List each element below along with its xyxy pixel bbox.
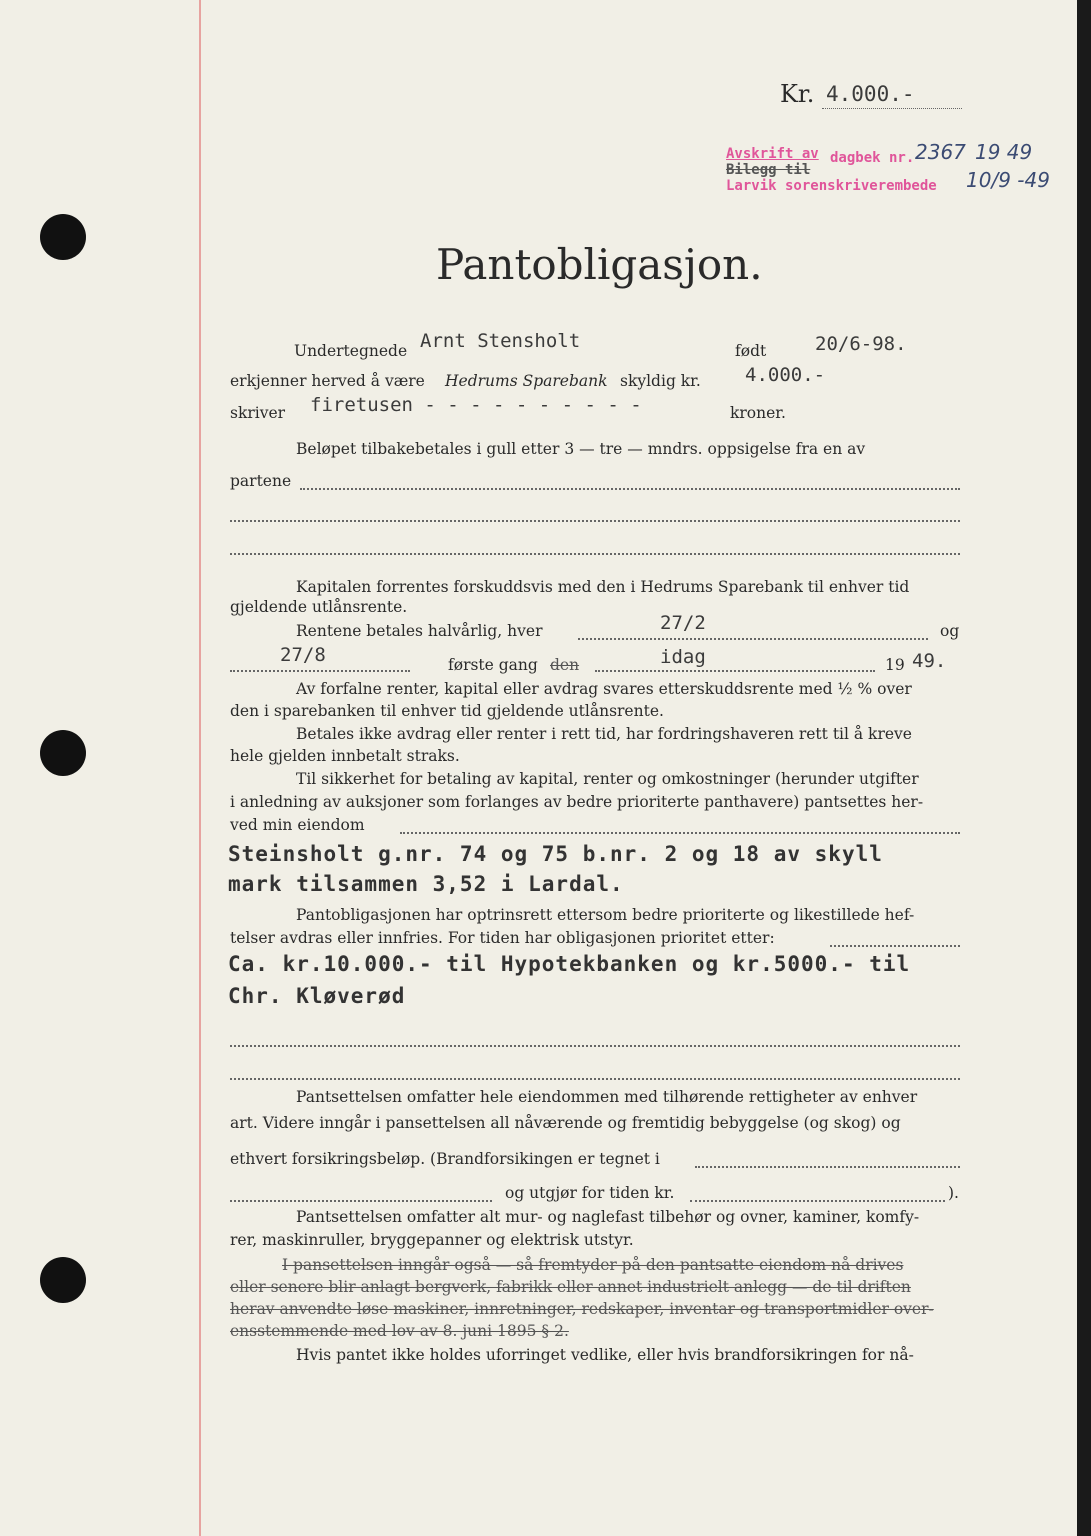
dotted-fill-line bbox=[230, 1200, 492, 1202]
stamp-bilegg: Bilegg til bbox=[726, 162, 811, 178]
text: Betales ikke avdrag eller renter i rett tid, har fordringshaveren rett til å kreve bbox=[296, 725, 912, 743]
text: ethvert forsikringsbeløp. (Brandforsikingen er tegnet i bbox=[230, 1150, 660, 1168]
dotted-fill-line bbox=[230, 553, 960, 555]
stamp-dagbok: dagbek nr. bbox=[830, 150, 915, 166]
text: erkjenner herved å være bbox=[230, 372, 425, 390]
dotted-fill-line bbox=[690, 1200, 945, 1202]
text: den i sparebanken til enhver tid gjeldende utlånsrente. bbox=[230, 702, 664, 720]
property-line-1: Steinsholt g.nr. 74 og 75 b.nr. 2 og 18 av skyll bbox=[228, 842, 883, 866]
interest-date-1: 27/2 bbox=[660, 612, 706, 634]
text: og utgjør for tiden kr. bbox=[505, 1184, 675, 1202]
dagbok-number: 2367 bbox=[915, 140, 966, 164]
interest-date-2: 27/8 bbox=[280, 644, 326, 666]
text: Pantobligasjonen har optrinsrett ettersom bedre prioriterte og likestillede hef- bbox=[296, 906, 915, 924]
dotted-fill-line bbox=[695, 1166, 960, 1168]
bank-name: Hedrums Sparebank bbox=[445, 372, 608, 390]
label-fodt: født bbox=[735, 342, 767, 360]
punch-hole bbox=[40, 1257, 86, 1303]
text: art. Videre inngår i pansettelsen all nåværende og fremtidig bebyggelse (og skog) og bbox=[230, 1114, 901, 1132]
birth-date: 20/6-98. bbox=[815, 333, 907, 355]
margin-line bbox=[199, 0, 201, 1536]
text: gjeldende utlånsrente. bbox=[230, 598, 408, 616]
text: Beløpet tilbakebetales i gull etter 3 — tre — mndrs. oppsigelse fra en av bbox=[296, 440, 866, 458]
dotted-fill-line bbox=[230, 670, 410, 672]
dotted-fill-line bbox=[300, 488, 960, 490]
struck-text: I pansettelsen inngår også — så fremtyder på den pantsatte eiendom nå drives bbox=[282, 1256, 904, 1274]
punch-hole bbox=[40, 214, 86, 260]
priority-line-2: Chr. Kløverød bbox=[228, 984, 406, 1008]
dotted-fill-line bbox=[230, 1045, 960, 1047]
stamp-office: Larvik sorenskriverembede bbox=[726, 178, 937, 194]
text: Kapitalen forrentes forskuddsvis med den i Hedrums Sparebank til enhver tid bbox=[296, 578, 910, 596]
dotted-fill-line bbox=[830, 945, 960, 947]
struck-text: herav anvendte løse maskiner, innretninger, redskaper, inventar og transportmidler over- bbox=[230, 1300, 934, 1318]
text: skriver bbox=[230, 404, 286, 422]
text: kroner. bbox=[730, 404, 786, 422]
dotted-fill-line bbox=[822, 108, 962, 109]
text: den bbox=[550, 656, 580, 674]
page-title: Pantobligasjon. bbox=[436, 240, 763, 289]
text: telser avdras eller innfries. For tiden har obligasjonen prioritet etter: bbox=[230, 929, 775, 947]
dotted-fill-line bbox=[400, 832, 960, 834]
text: Rentene betales halvårlig, hver bbox=[296, 622, 543, 640]
text: Av forfalne renter, kapital eller avdrag svares etterskuddsrente med ½ % over bbox=[296, 680, 912, 698]
text: Hvis pantet ikke holdes uforringet vedlike, eller hvis brandforsikringen for nå- bbox=[296, 1346, 914, 1364]
text: Pantsettelsen omfatter hele eiendommen med tilhørende rettigheter av enhver bbox=[296, 1088, 918, 1106]
dotted-fill-line bbox=[230, 1078, 960, 1080]
text: partene bbox=[230, 472, 292, 490]
amount-header: 4.000.- bbox=[826, 82, 915, 106]
debtor-name: Arnt Stensholt bbox=[420, 330, 581, 352]
priority-line-1: Ca. kr.10.000.- til Hypotekbanken og kr.5000.- til bbox=[228, 952, 911, 976]
text: rer, maskinruller, bryggepanner og elektrisk utstyr. bbox=[230, 1231, 634, 1249]
punch-hole bbox=[40, 730, 86, 776]
text: hele gjelden innbetalt straks. bbox=[230, 747, 460, 765]
text: 19 bbox=[885, 656, 905, 674]
label-undertegnede: Undertegnede bbox=[294, 342, 408, 360]
text: skyldig kr. bbox=[620, 372, 701, 390]
year: 49. bbox=[912, 650, 947, 672]
property-line-2: mark tilsammen 3,52 i Lardal. bbox=[228, 872, 624, 896]
dotted-fill-line bbox=[595, 670, 875, 672]
dotted-fill-line bbox=[578, 638, 928, 640]
dotted-fill-line bbox=[230, 520, 960, 522]
stamp-avskrift: Avskrift av bbox=[726, 146, 819, 162]
text: første gang bbox=[448, 656, 538, 674]
text: Pantsettelsen omfatter alt mur- og naglefast tilbehør og ovner, kaminer, komfy- bbox=[296, 1208, 920, 1226]
text: ved min eiendom bbox=[230, 816, 365, 834]
kr-label: Kr. bbox=[780, 80, 815, 108]
struck-text: ensstemmende med lov av 8. juni 1895 § 2. bbox=[230, 1322, 569, 1340]
stamp-date: 10/9 -49 bbox=[966, 168, 1050, 192]
first-payment: idag bbox=[660, 646, 706, 668]
amount-words: firetusen - - - - - - - - - - bbox=[310, 394, 642, 416]
struck-text: eller senere blir anlagt bergverk, fabrikk eller annet industrielt anlegg — de til driften bbox=[230, 1278, 911, 1296]
scan-edge bbox=[1077, 0, 1091, 1536]
amount: 4.000.- bbox=[745, 364, 826, 386]
dagbok-year: 19 49 bbox=[975, 140, 1033, 164]
text: og bbox=[940, 622, 960, 640]
text: Til sikkerhet for betaling av kapital, renter og omkostninger (herunder utgifter bbox=[296, 770, 919, 788]
text: ). bbox=[948, 1184, 959, 1202]
text: i anledning av auksjoner som forlanges av bedre prioriterte panthavere) pantsettes her- bbox=[230, 793, 924, 811]
